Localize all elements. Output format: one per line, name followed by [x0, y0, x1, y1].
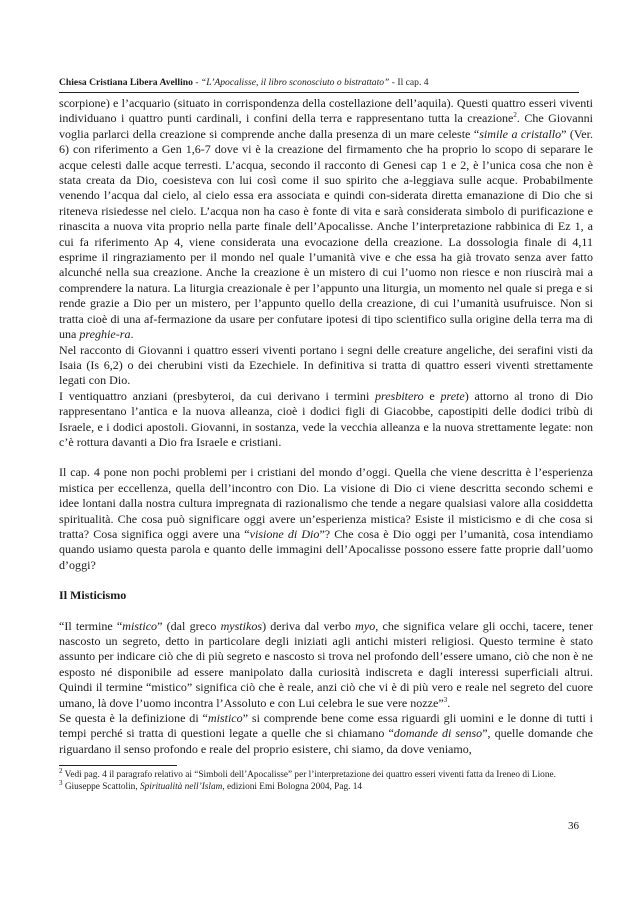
running-header	[59, 77, 589, 89]
italic-run: mistico	[122, 618, 158, 633]
text-run: .	[447, 695, 451, 710]
text-run: , che significa velare gli occhi, tacere, tener nascosto un segreto, detto in particolare degli iniziati agli antichi misteri religiosi. Questo termine è stato assunto per indicare ciò che di più segreto e nascosto si trova nel profondo dell’essere umano, ciò che non è ne esposto né disponibile ad essere manipolato dalla curiosità indiscreta e dagli interessi superficiali altrui. Quindi il termine “mistico” significa ciò che è reale, anzi ciò che vi è di più vero e reale nel segreto del cuore umano, là dove l’uomo incontra l’Assoluto e con Lui celebra le sue vere nozze”	[59, 618, 594, 710]
text-run: . Che Giovanni voglia parlarci della creazione si comprende anche dalla presenza di un mare celeste “	[59, 111, 593, 141]
footnote-2	[59, 766, 589, 782]
footnote-ref-2[interactable]: 2	[513, 111, 517, 120]
header-church-name: Chiesa Cristiana Libera Avellino	[59, 77, 193, 88]
paragraph-creation	[59, 96, 593, 343]
footnote-text: Giuseppe Scattolin,	[62, 781, 140, 792]
footnote-mark: 2	[59, 766, 63, 775]
italic-run: myo	[355, 618, 376, 633]
page-number: 36	[568, 820, 579, 832]
italic-run: domande di senso	[393, 726, 483, 741]
paragraph-gap	[59, 450, 593, 465]
italic-run: mistico	[207, 711, 243, 726]
paragraph-elders	[59, 389, 593, 451]
text-run: ”? Che cosa è Dio oggi per l’umanità, cosa intendiamo quando usiamo questa parola e quanto delle immagini dell’Apocalisse possono essere fatte proprie dall’uomo d’oggi?	[59, 526, 594, 572]
section-heading: Il Misticismo	[59, 588, 127, 603]
paragraph-modern-questions	[59, 465, 593, 573]
text-run: scorpione) e l’acquario (situato in corrispondenza della costellazione dell’aquila). Questi quattro esseri viventi individuano i quattro punti cardinali, i confini della terra e rappresentano tutta la creazione	[59, 96, 593, 126]
text-run: Il cap. 4 pone non pochi problemi per i cristiani del mondo d’oggi. Quella che viene descritta è l’esperienza mistica per eccellenza, quella dell’incontro con Dio. La visione di Dio ci viene descritta secondo schemi e idee lontani dalla nostra cultura impregnata di razionalismo che tende a negare qualsiasi valore alla cosiddetta spiritualità. Che cosa può significare oggi avere un’esperienza mistica? Esiste il misticismo e di che cosa si tratta? Cosa significa oggi avere una “	[59, 465, 593, 541]
text-run: e	[423, 388, 441, 403]
text-run: Se questa è la definizione di “	[59, 711, 208, 726]
header-separator: -	[192, 77, 201, 88]
header-book-title: “L’Apocalisse, il libro sconosciuto o bistrattato”	[200, 77, 390, 88]
footnote-text: , edizioni Emi Bologna 2004, Pag. 14	[222, 781, 363, 792]
paragraph-gap	[59, 604, 593, 619]
footnote-mark: 3	[59, 778, 63, 787]
text-run: ”, quelle domande che riguardano il senso profondo e reale del proprio esistere, chi siamo, da dove veniamo,	[59, 726, 593, 756]
text-run: .	[130, 327, 134, 342]
header-chapter: - Il cap. 4	[389, 77, 429, 88]
footnote-text: Vedi pag. 4 il paragrafo relativo ai “Simboli dell’Apocalisse” per l’interpretazione dei quattro esseri viventi fatta da Ireneo di Lione.	[62, 770, 556, 780]
footnote-rule	[59, 765, 177, 766]
paragraph-mystic-definition	[59, 619, 593, 711]
paragraph-questions-of-meaning	[59, 711, 593, 757]
footnote-3	[59, 778, 589, 794]
footnote-book-title: Spiritualità nell’Islam	[139, 781, 223, 792]
main-text	[59, 96, 593, 757]
italic-run: prete	[440, 388, 465, 403]
text-run: “Il termine “	[59, 618, 123, 633]
header-rule	[59, 92, 579, 93]
text-run: ) attorno al trono di Dio rappresentano l’antica e la nuova alleanza, cioè i dodici figli di Giacobbe, capostipiti delle dodici tribù di Israele, e i dodici apostoli. Giovanni, in sostanza, vede la vecchia alleanza e la nuova strettamente legate: non c’è rottura davanti a Dio fra Israele e cristiani.	[59, 388, 594, 449]
italic-run: simile a cristallo	[479, 126, 562, 141]
text-run: ” (Ver. 6) con riferimento a Gen 1,6-7 dove vi è la creazione del firmamento che ha proprio lo scopo di separare le acque celesti dalle acque terresti. L’acqua, secondo il racconto di Genesi cap 1 e 2, è l’unica cosa che non è stata creata da Dio, coesisteva con lui così come il suo spirito che a-leggiava sulle acque. Probabilmente venendo l’acqua dal cielo, al cielo essa era associata e quindi con-siderata diretta emanazione di Dio che si riteneva risiedesse nel cielo. L’acqua non ha caso è fonte di vita e sarà considerata simbolo di purificazione e rinascita a nuova vita proprio nella parte finale dell’Apocalisse. Anche l’interpretazione rabbinica di Ez 1, a cui fa riferimento Ap 4, viene considerata una evocazione della creazione. La dossologia finale di 4,11 esprime il ringraziamento per il mondo nel quale l’umanità vive e che essa ha già trovato senza aver fatto alcunché nella sua creazione. Anche la creazione è un mistero di cui l’uomo non riesce e non riuscirà mai a comprendere la natura. La liturgia creazionale è per l’appunto una liturgia, un momento nel quale si prega e si rende grazie a Dio per un mistero, per l’appunto quello della creazione, di cui l’umanità usufruisce. Non si tratta cioè di una af-fermazione da usare per confutare ipotesi di tipo scientifico sulla origine della terra ma di una	[59, 126, 593, 342]
italic-run: presbitero	[375, 388, 424, 403]
paragraph-living-beings: Nel racconto di Giovanni i quattro esseri viventi portano i segni delle creature angeliche, dei serafini visti da Isaia (Is 6,2) o dei cherubini visti da Ezechiele. In definitiva si tratta di quattro esseri viventi strettamente legati con Dio.	[59, 342, 593, 388]
text-run: I ventiquattro anziani (presbyteroi, da cui derivano i termini	[59, 388, 376, 403]
text-run: ” (dal greco	[157, 618, 221, 633]
text-run: ” si comprende bene come essa riguardi gli uomini e le donne di tutti i tempi perché si tratta di questioni legate a quelle che si chiamano “	[59, 711, 593, 741]
text-run: ) deriva dal verbo	[262, 618, 356, 633]
italic-run: visione di Dio	[249, 526, 320, 541]
paragraph-gap	[59, 573, 593, 588]
footnote-ref-3[interactable]: 3	[443, 695, 448, 704]
italic-run: mystikos	[220, 618, 263, 633]
footnotes	[59, 766, 589, 794]
italic-run: preghie-ra	[79, 327, 131, 342]
